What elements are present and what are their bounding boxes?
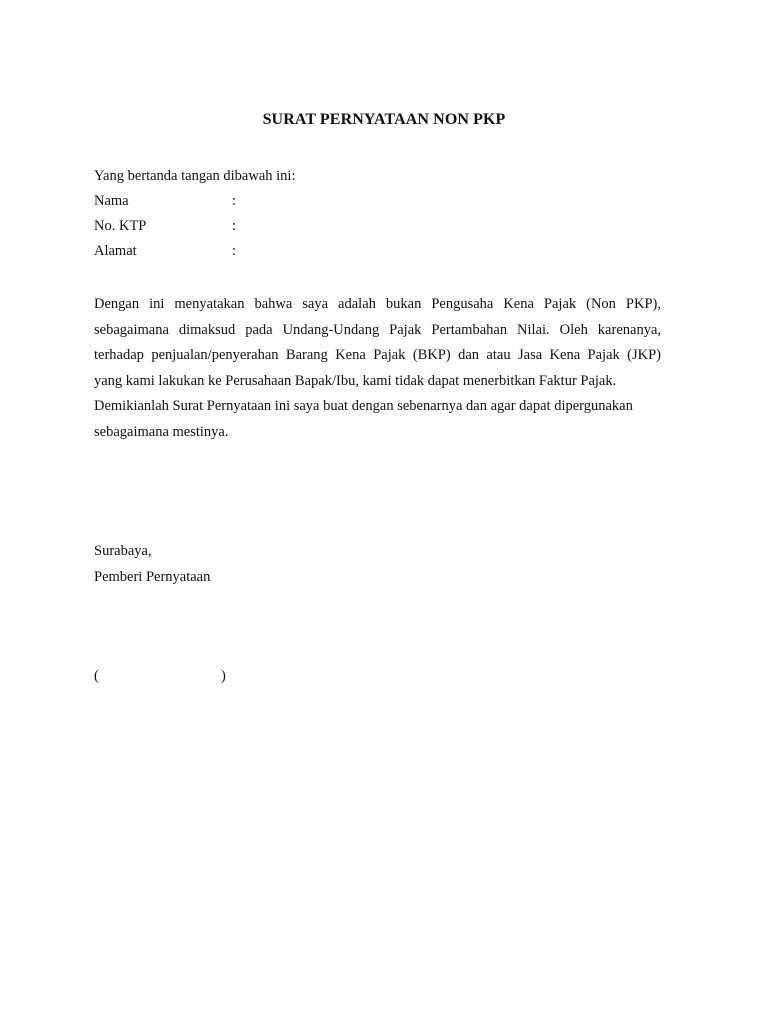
field-label-alamat: Alamat: [94, 243, 137, 259]
signature-open-paren: (: [94, 668, 99, 684]
field-label-nama: Nama: [94, 193, 129, 209]
closing-line: Demikianlah Surat Pernyataan ini saya buat dengan sebenarnya dan agar dapat dipergunakan: [94, 398, 633, 414]
field-colon-alamat: :: [232, 243, 237, 259]
closing-line: sebagaimana mestinya.: [94, 423, 229, 440]
place-text: Surabaya,: [94, 543, 152, 559]
field-colon-ktp: :: [232, 218, 237, 234]
field-colon-nama: :: [232, 193, 237, 209]
statement-line: sebagaimana dimaksud pada Undang-Undang Pajak Pertambahan Nilai. Oleh karenanya,: [94, 321, 661, 338]
statement-line: Dengan ini menyatakan bahwa saya adalah bukan Pengusaha Kena Pajak (Non PKP),: [94, 296, 661, 312]
signature-close-paren: ): [221, 668, 226, 684]
statement-line: terhadap penjualan/penyerahan Barang Kena Pajak (BKP) dan atau Jasa Kena Pajak (JKP): [94, 347, 661, 363]
signer-label: Pemberi Pernyataan: [94, 569, 211, 585]
closing-paragraph: [94, 394, 661, 445]
intro-text: Yang bertanda tangan dibawah ini:: [94, 168, 296, 184]
document-title: SURAT PERNYATAAN NON PKP: [262, 111, 506, 128]
statement-paragraph: [94, 292, 661, 394]
field-label-ktp: No. KTP: [94, 218, 147, 234]
statement-line: yang kami lakukan ke Perusahaan Bapak/Ibu, kami tidak dapat menerbitkan Faktur Pajak.: [94, 372, 617, 389]
